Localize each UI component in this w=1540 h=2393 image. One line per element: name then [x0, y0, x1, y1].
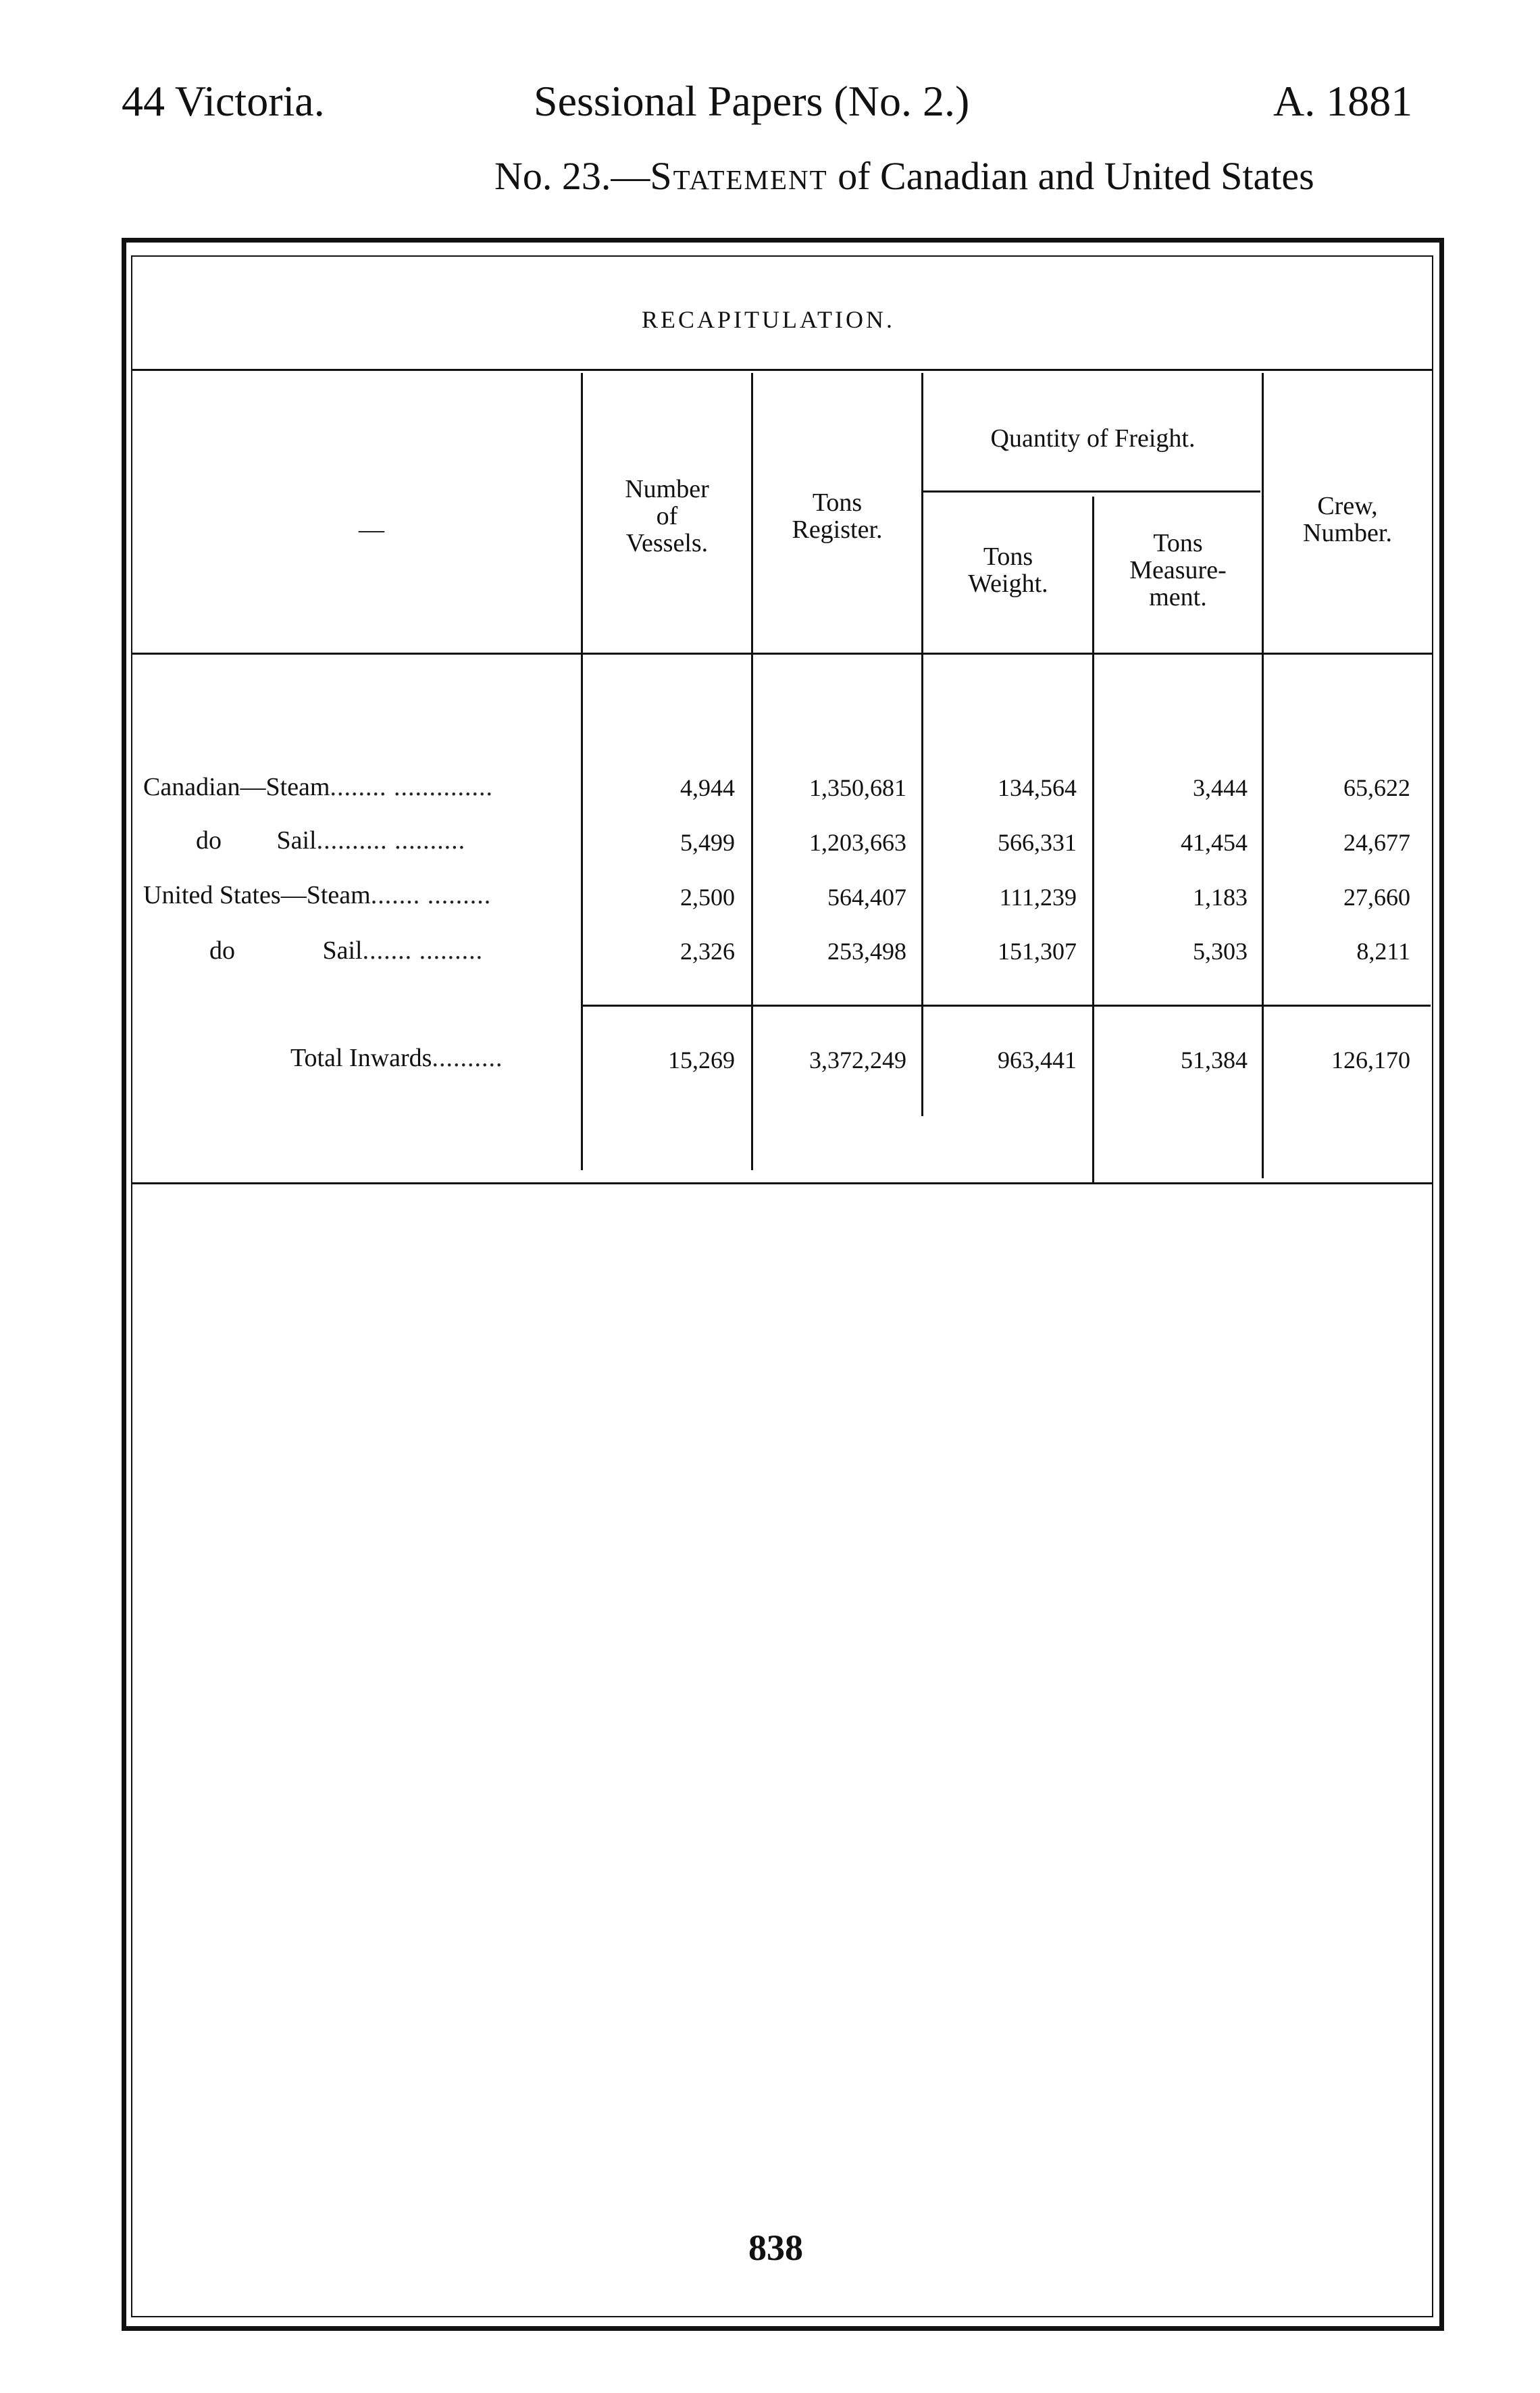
row-label-text: Canadian—Steam [143, 773, 330, 801]
row-label-text: Sail [276, 826, 317, 855]
header-papers: Sessional Papers (No. 2.) [534, 77, 970, 125]
col-header-vessels-line2: of [656, 501, 678, 530]
cell-crew: 8,211 [1356, 938, 1410, 965]
col-header-weight-line2: Weight. [968, 569, 1048, 598]
col-header-measurement-line3: ment. [1149, 582, 1207, 611]
cell-weight: 566,331 [998, 829, 1077, 856]
rule-col-vessels [581, 373, 583, 1170]
cell-weight: 134,564 [998, 774, 1077, 801]
leader-dots: .......... [432, 1044, 503, 1072]
col-header-freight-group: Quantity of Freight. [990, 424, 1196, 453]
statement-number: No. 23.— [494, 154, 650, 198]
col-header-weight [925, 544, 1091, 598]
header-session: 44 Victoria. [122, 77, 325, 125]
rule-freight-group [923, 490, 1260, 493]
header-year: A. 1881 [1273, 77, 1413, 125]
total-vessels: 15,269 [668, 1047, 735, 1074]
col-header-register-line1: Tons [812, 488, 863, 517]
row-label-ditto: do [196, 826, 222, 855]
statement-subject: of Canadian and United States [827, 154, 1314, 198]
col-header-vessels [584, 476, 750, 557]
col-header-register-line2: Register. [792, 515, 883, 544]
cell-vessels: 4,944 [680, 774, 735, 801]
leader-dots: ....... ......... [370, 881, 492, 909]
cell-measurement: 5,303 [1193, 938, 1248, 965]
row-label-text: Sail [322, 936, 363, 965]
total-measurement: 51,384 [1181, 1047, 1248, 1074]
cell-crew: 24,677 [1343, 829, 1410, 856]
rule-below-headers [131, 653, 1433, 655]
rule-col-crew [1262, 373, 1264, 1178]
total-crew: 126,170 [1331, 1047, 1410, 1074]
statement-title [494, 154, 1314, 198]
page-number: 838 [748, 2227, 803, 2268]
col-header-crew-line1: Crew, [1317, 492, 1378, 520]
row-label-text: United States—Steam [143, 881, 371, 909]
cell-register: 564,407 [827, 884, 906, 911]
cell-crew: 27,660 [1343, 884, 1410, 911]
rule-table-bottom [131, 1182, 1433, 1184]
col-header-weight-line1: Tons [983, 543, 1033, 571]
table-row-label [143, 772, 493, 802]
col-header-vessels-line1: Number [625, 475, 709, 503]
col-header-measurement-line2: Measure- [1129, 555, 1227, 584]
col-header-measurement [1096, 530, 1260, 611]
cell-register: 1,203,663 [809, 829, 906, 856]
col-header-measurement-line1: Tons [1153, 529, 1203, 557]
statement-keyword: Statement [650, 154, 828, 198]
cell-measurement: 1,183 [1193, 884, 1248, 911]
row-label-ditto: do [209, 936, 235, 965]
cell-register: 253,498 [827, 938, 906, 965]
cell-vessels: 2,326 [680, 938, 735, 965]
leader-dots: ........ .............. [330, 773, 493, 801]
total-row-label [290, 1043, 503, 1073]
cell-weight: 111,239 [999, 884, 1077, 911]
cell-vessels: 5,499 [680, 829, 735, 856]
cell-vessels: 2,500 [680, 884, 735, 911]
table-row-label [209, 936, 483, 965]
cell-weight: 151,307 [998, 938, 1077, 965]
stub-dash: — [359, 515, 384, 544]
table-row-label [143, 880, 491, 910]
cell-crew: 65,622 [1343, 774, 1410, 801]
cell-measurement: 3,444 [1193, 774, 1248, 801]
cell-register: 1,350,681 [809, 774, 906, 801]
total-label-text: Total Inwards [290, 1044, 432, 1072]
table-row-label [196, 826, 465, 855]
col-header-register [754, 490, 920, 544]
rule-col-measurement [1092, 497, 1094, 1184]
col-header-crew [1264, 493, 1431, 547]
total-register: 3,372,249 [809, 1047, 906, 1074]
rule-above-total [582, 1005, 1431, 1007]
leader-dots: ....... ......... [362, 936, 484, 965]
leader-dots: .......... .......... [316, 826, 466, 855]
rule-col-register [751, 373, 753, 1170]
cell-measurement: 41,454 [1181, 829, 1248, 856]
col-header-vessels-line3: Vessels. [625, 528, 709, 557]
rule-below-heading [131, 369, 1433, 371]
total-weight: 963,441 [998, 1047, 1077, 1074]
col-header-crew-line2: Number. [1303, 518, 1392, 547]
recapitulation-heading: RECAPITULATION. [642, 306, 895, 333]
